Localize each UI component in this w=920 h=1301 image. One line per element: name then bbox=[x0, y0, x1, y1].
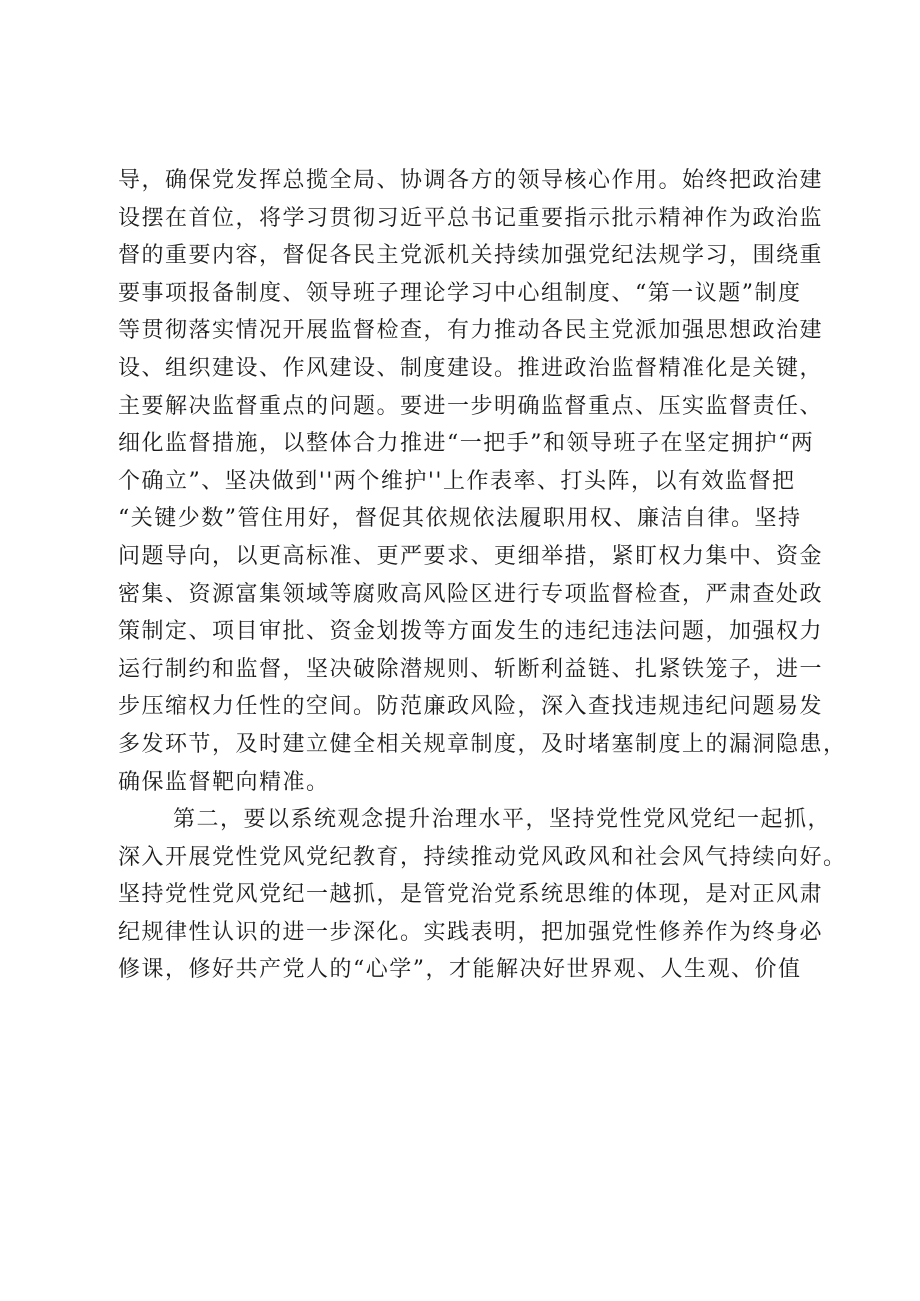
text-line: 个确立”、坚决做到''两个维护''上作表率、打头阵，以有效监督把 bbox=[118, 468, 796, 494]
text-line: 问题导向，以更高标准、更严要求、更细举措，紧盯权力集中、资金 bbox=[118, 543, 824, 569]
text-line: 步压缩权力任性的空间。防范廉政风险，深入查找违规违纪问题易发 bbox=[118, 694, 824, 720]
text-line: 主要解决监督重点的问题。要进一步明确监督重点、压实监督责任、 bbox=[118, 393, 824, 419]
text-line: 修课，修好共产党人的“心学”，才能解决好世界观、人生观、价值 bbox=[118, 957, 802, 983]
text-line: 导，确保党发挥总揽全局、协调各方的领导核心作用。始终把政治建 bbox=[118, 168, 824, 193]
text-line: 设摆在首位，将学习贯彻习近平总书记重要指示批示精神作为政治监 bbox=[118, 205, 824, 231]
text-line: 坚持党性党风党纪一越抓，是管党治党系统思维的体现，是对正风肃 bbox=[118, 882, 824, 908]
text-line: 策制定、项目审批、资金划拨等方面发生的违纪违法问题，加强权力 bbox=[118, 619, 824, 645]
text-line: 运行制约和监督，坚决破除潜规则、斩断利益链、扎紧铁笼子，进一 bbox=[118, 656, 824, 682]
text-line: 多发环节，及时建立健全相关规章制度，及时堵塞制度上的漏洞隐患， bbox=[118, 731, 847, 757]
text-line: 纪规律性认识的进一步深化。实践表明，把加强党性修养作为终身必 bbox=[118, 919, 824, 945]
text-line: 细化监督措施，以整体合力推进“一把手”和领导班子在坚定拥护“两 bbox=[118, 431, 815, 457]
body-text bbox=[118, 162, 847, 989]
text-line: “关键少数”管住用好，督促其依规依法履职用权、廉洁自律。坚持 bbox=[118, 506, 802, 532]
paragraph-start-line: 第二，要以系统观念提升治理水平，坚持党性党风党纪一起抓， bbox=[173, 807, 832, 833]
text-line: 深入开展党性党风党纪教育，持续推动党风政风和社会风气持续向好。 bbox=[118, 844, 847, 870]
text-line: 等贯彻落实情况开展监督检查，有力推动各民主党派加强思想政治建 bbox=[118, 318, 824, 344]
text-line: 密集、资源富集领域等腐败高风险区进行专项监督检查，严肃查处政 bbox=[118, 581, 824, 607]
text-line: 要事项报备制度、领导班子理论学习中心组制度、“第一议题”制度 bbox=[118, 280, 802, 306]
text-line: 设、组织建设、作风建设、制度建设。推进政治监督精准化是关键， bbox=[118, 355, 824, 381]
text-line: 督的重要内容，督促各民主党派机关持续加强党纪法规学习，围绕重 bbox=[118, 243, 824, 269]
text-line: 确保监督靶向精准。 bbox=[118, 769, 330, 795]
